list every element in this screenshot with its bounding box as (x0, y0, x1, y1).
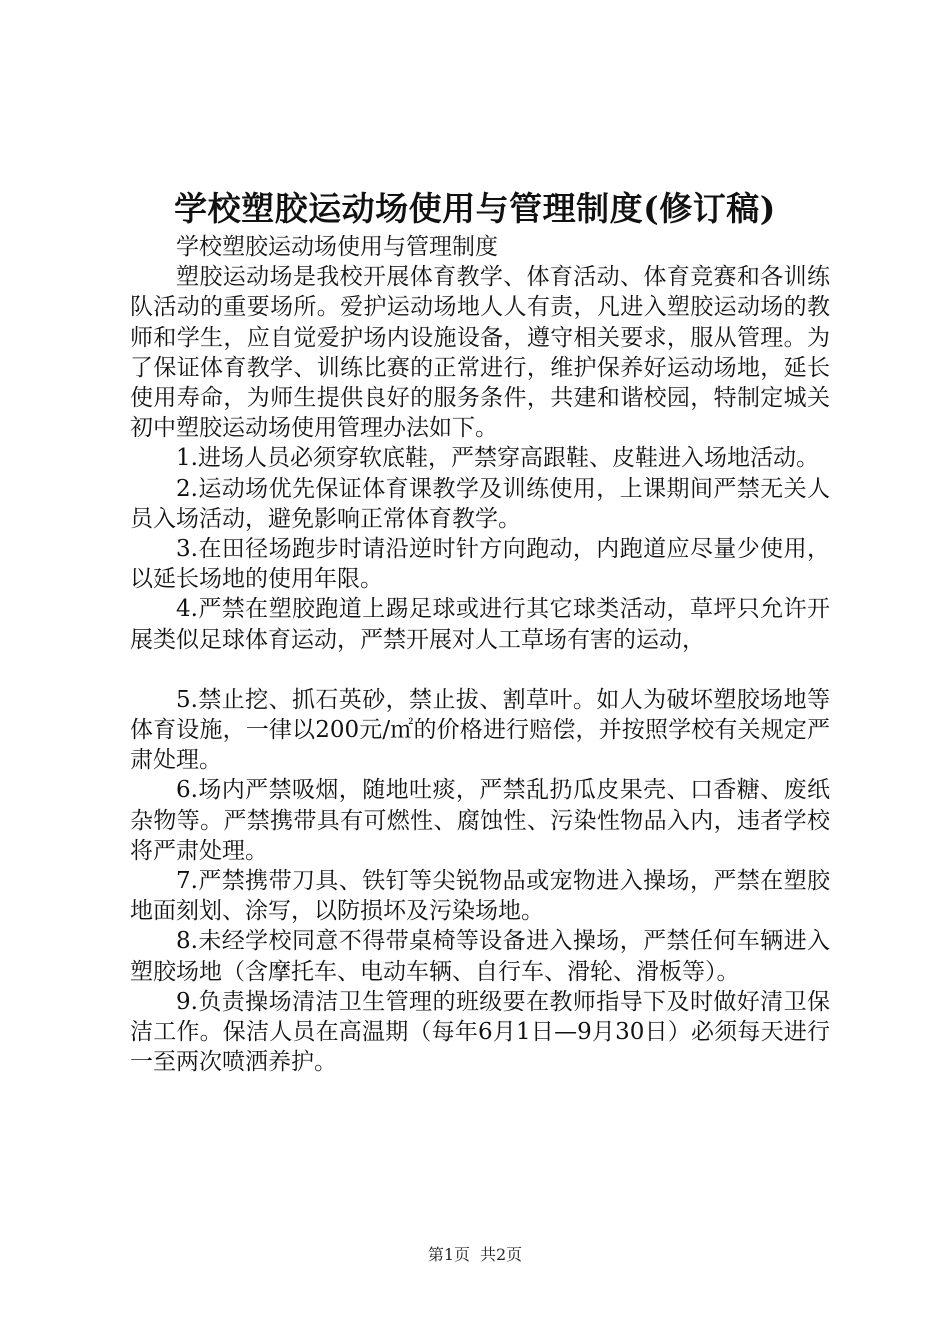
rule-item-4: 4.严禁在塑胶跑道上踢足球或进行其它球类活动，草坪只允许开展类似足球体育运动，严禁开展对人工草场有害的运动， (130, 596, 830, 653)
rule-item-3: 3.在田径场跑步时请沿逆时针方向跑动，内跑道应尽量少使用，以延长场地的使用年限。 (130, 536, 830, 593)
page-number: 第1页 (427, 1245, 470, 1264)
document-body (130, 232, 830, 1077)
rule-item-9: 9.负责操场清洁卫生管理的班级要在教师指导下及时做好清卫保洁工作。保洁人员在高温期（每年6月1日—9月30日）必须每天进行一至两次喷洒养护。 (130, 988, 830, 1076)
rule-item-6: 6.场内严禁吸烟，随地吐痰，严禁乱扔瓜皮果壳、口香糖、废纸杂物等。严禁携带具有可燃性、腐蚀性、污染性物品入内，违者学校将严肃处理。 (130, 777, 830, 864)
page-total: 共2页 (480, 1245, 523, 1264)
document-subtitle: 学校塑胶运动场使用与管理制度 (176, 234, 498, 260)
intro-paragraph: 塑胶运动场是我校开展体育教学、体育活动、体育竞赛和各训练队活动的重要场所。爱护运动场地人人有责，凡进入塑胶运动场的教师和学生，应自觉爱护场内设施设备，遵守相关要求，服从管理。为了保证体育教学、训练比赛的正常进行，维护保养好运动场地，延长使用寿命，为师生提供良好的服务条件，共建和谐校园，特制定城关初中塑胶运动场使用管理办法如下。 (130, 264, 830, 442)
rule-item-5: 5.禁止挖、抓石英砂，禁止拔、割草叶。如人为破坏塑胶场地等体育设施，一律以200元/㎡的价格进行赔偿，并按照学校有关规定严肃处理。 (130, 686, 830, 774)
rule-item-1: 1.进场人员必须穿软底鞋，严禁穿高跟鞋、皮鞋进入场地活动。 (176, 445, 819, 472)
rule-item-7: 7.严禁携带刀具、铁钉等尖锐物品或宠物进入操场，严禁在塑胶地面刻划、涂写，以防损坏及污染场地。 (130, 868, 830, 925)
page-footer (0, 1244, 950, 1266)
document-title: 学校塑胶运动场使用与管理制度(修订稿) (174, 189, 776, 228)
rule-item-8: 8.未经学校同意不得带桌椅等设备进入操场，严禁任何车辆进入塑胶场地（含摩托车、电动车辆、自行车、滑轮、滑板等）。 (130, 928, 830, 985)
rule-item-2: 2.运动场优先保证体育课教学及训练使用，上课期间严禁无关人员入场活动，避免影响正常体育教学。 (130, 475, 830, 532)
